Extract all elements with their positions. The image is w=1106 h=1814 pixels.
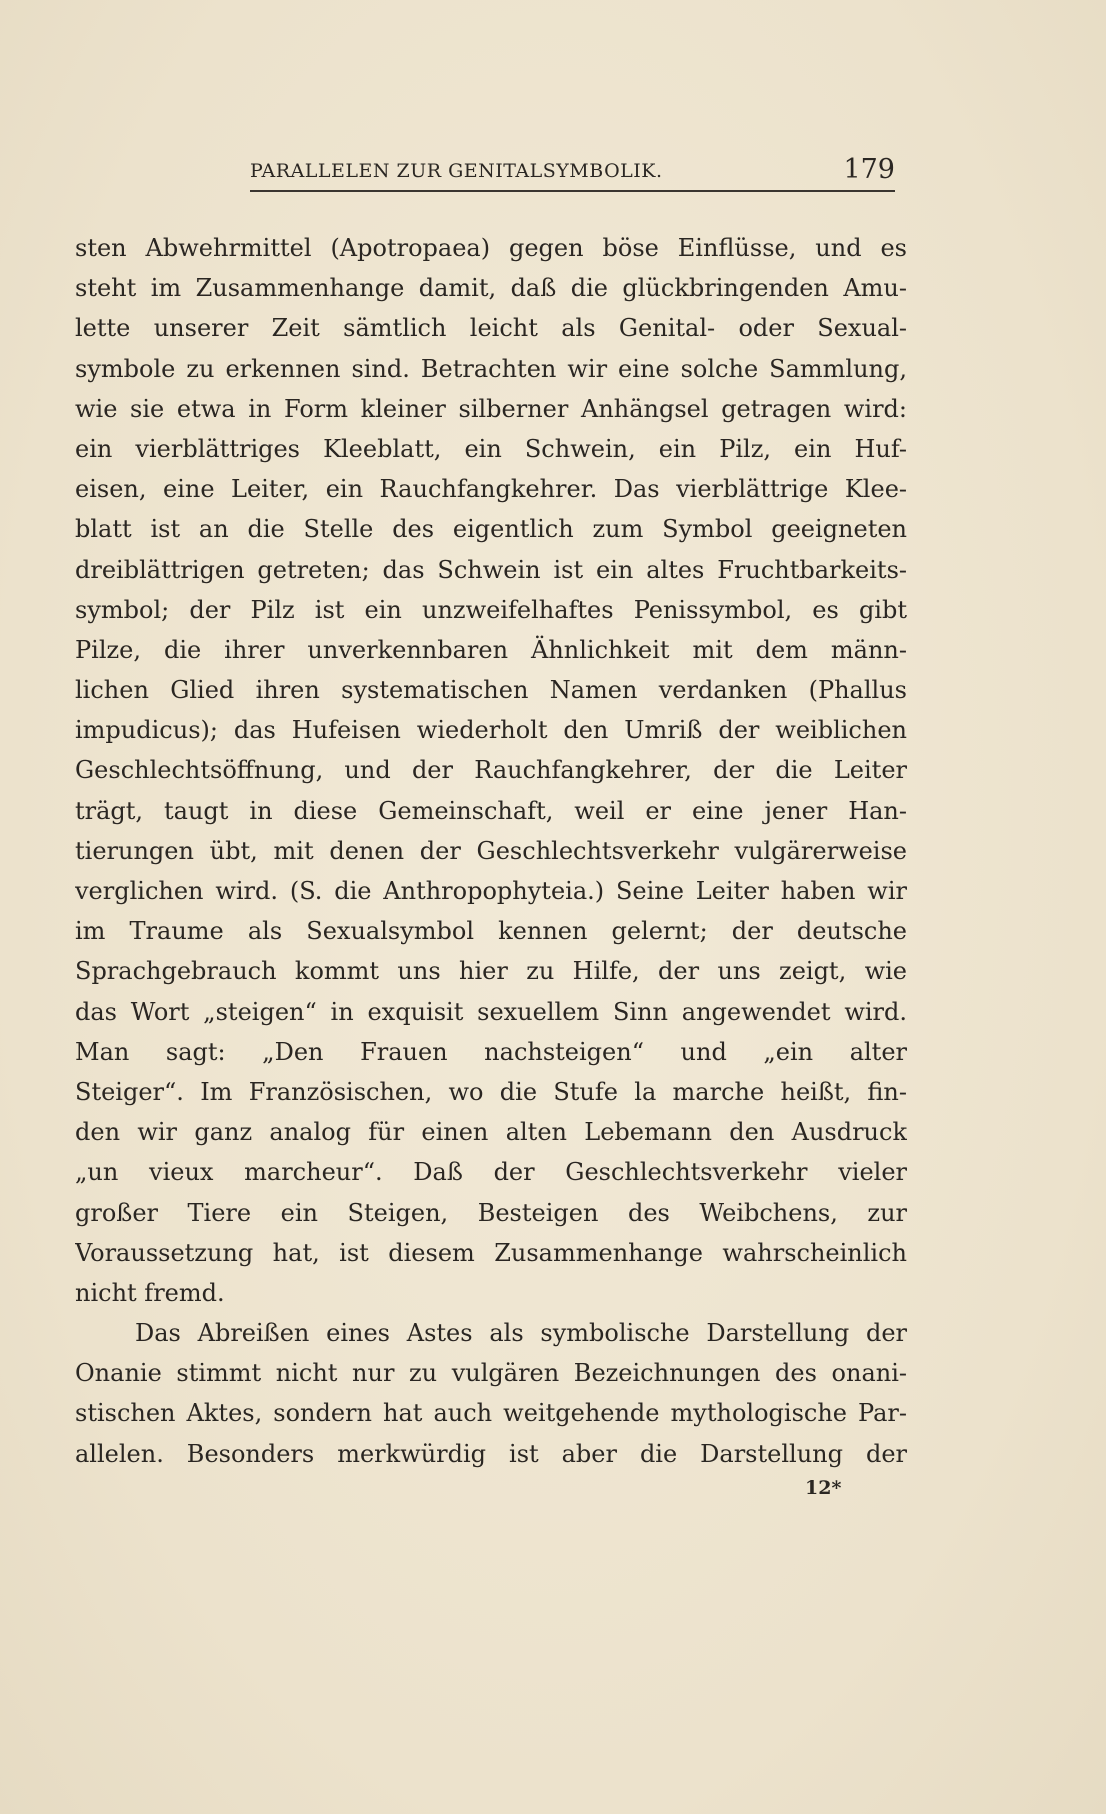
- text-line: Geschlechtsöffnung, und der Rauchfangkehrer, der die Leiter: [75, 756, 907, 785]
- text-line: nicht fremd.: [75, 1278, 225, 1307]
- text-line: Voraussetzung hat, ist diesem Zusammenhange wahrscheinlich: [75, 1238, 907, 1267]
- text-line: Onanie stimmt nicht nur zu vulgären Bezeichnungen des onani-: [75, 1359, 907, 1388]
- text-line: wie sie etwa in Form kleiner silberner Anhängsel getragen wird:: [75, 394, 907, 423]
- text-line: blatt ist an die Stelle des eigentlich zum Symbol geeigneten: [75, 515, 907, 544]
- text-line: symbole zu erkennen sind. Betrachten wir eine solche Sammlung,: [75, 354, 907, 383]
- text-line: Sprachgebrauch kommt uns hier zu Hilfe, der uns zeigt, wie: [75, 957, 907, 986]
- text-line: stischen Aktes, sondern hat auch weitgehende mythologische Par-: [75, 1399, 907, 1428]
- text-line: tierungen übt, mit denen der Geschlechtsverkehr vulgärerweise: [75, 836, 907, 865]
- text-line: eisen, eine Leiter, ein Rauchfangkehrer. Das vierblättrige Klee-: [75, 475, 907, 504]
- text-line: Man sagt: „Den Frauen nachsteigen“ und „ein alter: [75, 1037, 907, 1066]
- text-line: großer Tiere ein Steigen, Besteigen des Weibchens, zur: [75, 1198, 907, 1227]
- running-title: PARALLELEN ZUR GENITALSYMBOLIK.: [250, 160, 663, 182]
- text-line: im Traume als Sexualsymbol kennen gelernt; der deutsche: [75, 917, 907, 946]
- text-line: das Wort „steigen“ in exquisit sexuellem Sinn angewendet wird.: [75, 997, 907, 1026]
- text-line: symbol; der Pilz ist ein unzweifelhaftes Penissymbol, es gibt: [75, 595, 907, 624]
- text-line: impudicus); das Hufeisen wiederholt den Umriß der weiblichen: [75, 716, 907, 745]
- text-line: ein vierblättriges Kleeblatt, ein Schwein, ein Pilz, ein Huf-: [75, 434, 907, 463]
- text-line: „un vieux marcheur“. Daß der Geschlechtsverkehr vieler: [75, 1158, 907, 1187]
- signature-mark: 12*: [805, 1477, 842, 1499]
- text-line: Pilze, die ihrer unverkennbaren Ähnlichkeit mit dem männ-: [75, 635, 907, 664]
- text-line: Das Abreißen eines Astes als symbolische Darstellung der: [135, 1319, 907, 1348]
- text-line: lichen Glied ihren systematischen Namen verdanken (Phallus: [75, 676, 907, 705]
- header-rule: [250, 190, 895, 192]
- text-line: steht im Zusammenhange damit, daß die glückbringenden Amu-: [75, 274, 907, 303]
- text-line: verglichen wird. (S. die Anthropophyteia.) Seine Leiter haben wir: [75, 877, 907, 905]
- text-line: lette unserer Zeit sämtlich leicht als Genital- oder Sexual-: [75, 314, 907, 343]
- text-line: trägt, taugt in diese Gemeinschaft, weil er eine jener Han-: [75, 796, 907, 825]
- text-line: allelen. Besonders merkwürdig ist aber die Darstellung der: [75, 1439, 907, 1468]
- page-header: [75, 154, 895, 190]
- body-text: [75, 228, 907, 1474]
- text-line: sten Abwehrmittel (Apotropaea) gegen böse Einflüsse, und es: [75, 234, 907, 262]
- page-number: 179: [843, 154, 895, 185]
- text-line: dreiblättrigen getreten; das Schwein ist ein altes Fruchtbarkeits-: [75, 555, 907, 584]
- text-line: Steiger“. Im Französischen, wo die Stufe la marche heißt, fin-: [75, 1077, 907, 1106]
- text-line: den wir ganz analog für einen alten Lebemann den Ausdruck: [75, 1118, 907, 1147]
